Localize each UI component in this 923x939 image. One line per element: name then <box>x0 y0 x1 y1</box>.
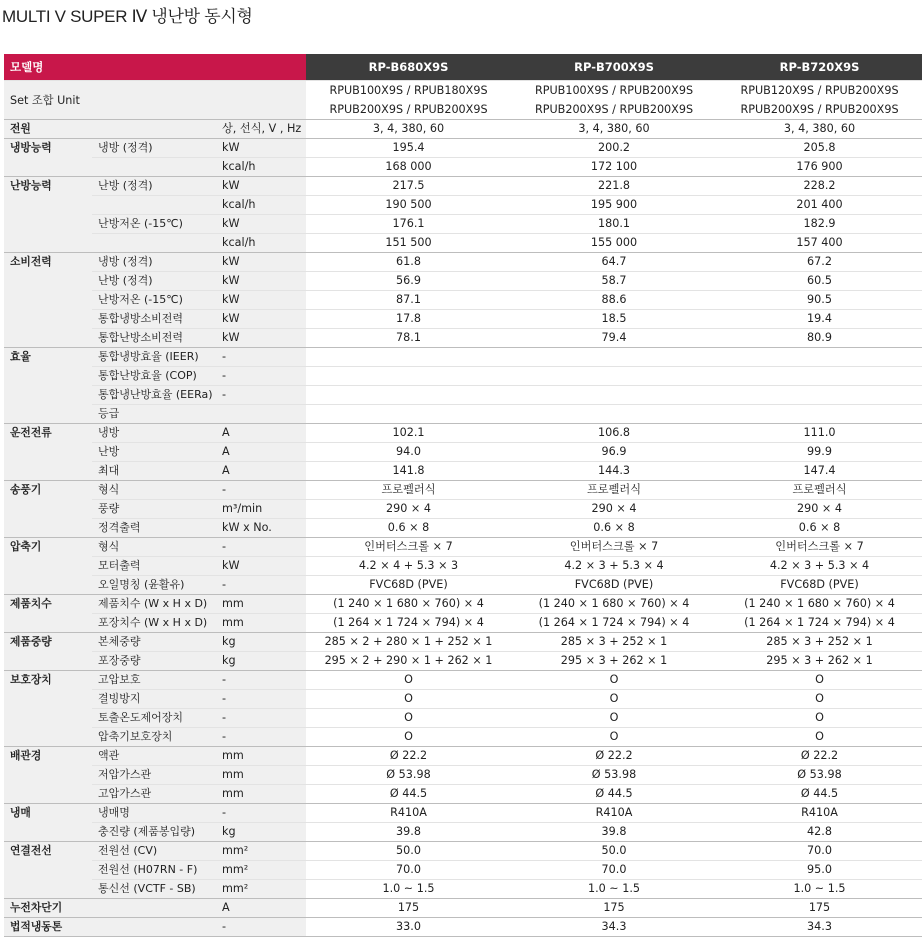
spec-row <box>4 272 922 291</box>
sub-label: 난방 <box>92 443 216 462</box>
value-cell: 157 400 <box>717 234 922 253</box>
value-cell: 176.1 <box>306 215 511 234</box>
value-cell: 106.8 <box>511 424 717 443</box>
value-cell: (1 240 × 1 680 × 760) × 4 <box>306 595 511 614</box>
unit-label: - <box>216 918 306 937</box>
group-label: 연결전선 <box>4 842 92 899</box>
value-cell: 195.4 <box>306 139 511 158</box>
value-cell <box>717 367 922 386</box>
spec-row <box>4 804 922 823</box>
value-cell: 42.8 <box>717 823 922 842</box>
value-cell: 78.1 <box>306 329 511 348</box>
sub-label: 냉방 (정격) <box>92 253 216 272</box>
value-cell: 290 × 4 <box>717 500 922 519</box>
unit-label: kW <box>216 253 306 272</box>
value-cell: 141.8 <box>306 462 511 481</box>
value-cell: 87.1 <box>306 291 511 310</box>
unit-label: kW <box>216 272 306 291</box>
value-cell: 1.0 ~ 1.5 <box>717 880 922 899</box>
unit-label: - <box>216 671 306 690</box>
sub-label: 풍량 <box>92 500 216 519</box>
value-cell: 34.3 <box>511 918 717 937</box>
group-label: 송풍기 <box>4 481 92 538</box>
value-cell: O <box>717 690 922 709</box>
value-cell: 144.3 <box>511 462 717 481</box>
value-cell: 17.8 <box>306 310 511 329</box>
value-cell: 33.0 <box>306 918 511 937</box>
model-header: RP-B720X9S <box>717 54 922 81</box>
group-label: 소비전력 <box>4 253 92 348</box>
value-cell: 3, 4, 380, 60 <box>511 120 717 139</box>
sub-label: 제품치수 (W x H x D) <box>92 595 216 614</box>
unit-label: mm² <box>216 842 306 861</box>
spec-table-body <box>4 54 922 937</box>
value-cell: Ø 53.98 <box>511 766 717 785</box>
value-cell: R410A <box>511 804 717 823</box>
value-cell: FVC68D (PVE) <box>717 576 922 595</box>
value-cell: 1.0 ~ 1.5 <box>306 880 511 899</box>
group-label: 난방능력 <box>4 177 92 253</box>
value-cell: 56.9 <box>306 272 511 291</box>
spec-row <box>4 785 922 804</box>
spec-row <box>4 671 922 690</box>
set-combo-cell <box>511 81 717 120</box>
spec-table <box>4 54 922 937</box>
value-cell: FVC68D (PVE) <box>511 576 717 595</box>
value-cell: 67.2 <box>717 253 922 272</box>
value-cell <box>511 367 717 386</box>
sub-label: 저압가스관 <box>92 766 216 785</box>
sub-label: 통신선 (VCTF - SB) <box>92 880 216 899</box>
value-cell: 151 500 <box>306 234 511 253</box>
unit-label: kW <box>216 139 306 158</box>
page-title: MULTI V SUPER Ⅳ 냉난방 동시형 <box>2 7 253 26</box>
value-cell: 4.2 × 3 + 5.3 × 4 <box>717 557 922 576</box>
value-cell: 70.0 <box>717 842 922 861</box>
value-cell <box>511 348 717 367</box>
unit-label: kW x No. <box>216 519 306 538</box>
group-label: 보호장치 <box>4 671 92 747</box>
spec-row <box>4 519 922 538</box>
sub-label: 포장치수 (W x H x D) <box>92 614 216 633</box>
value-cell: 180.1 <box>511 215 717 234</box>
sub-label: 난방 (정격) <box>92 177 216 196</box>
sub-label: 통합냉방소비전력 <box>92 310 216 329</box>
unit-label: mm <box>216 766 306 785</box>
value-cell <box>717 405 922 424</box>
unit-label: A <box>216 462 306 481</box>
sub-label: 냉매명 <box>92 804 216 823</box>
value-cell: 175 <box>511 899 717 918</box>
unit-label: kW <box>216 215 306 234</box>
value-cell: 60.5 <box>717 272 922 291</box>
spec-row <box>4 120 922 139</box>
group-label: 배관경 <box>4 747 92 804</box>
group-label: 압축기 <box>4 538 92 595</box>
unit-label: kg <box>216 823 306 842</box>
unit-label: kW <box>216 557 306 576</box>
value-cell: 프로펠러식 <box>511 481 717 500</box>
sub-label: 난방 (정격) <box>92 272 216 291</box>
spec-row <box>4 690 922 709</box>
model-header: RP-B700X9S <box>511 54 717 81</box>
sub-label: 고압보호 <box>92 671 216 690</box>
value-cell: O <box>717 728 922 747</box>
value-cell: 95.0 <box>717 861 922 880</box>
sub-label <box>92 899 216 918</box>
value-cell: 1.0 ~ 1.5 <box>511 880 717 899</box>
value-cell: 172 100 <box>511 158 717 177</box>
unit-label: kcal/h <box>216 196 306 215</box>
sub-label: 모터출력 <box>92 557 216 576</box>
group-label: 효율 <box>4 348 92 424</box>
value-cell: 295 × 3 + 262 × 1 <box>717 652 922 671</box>
set-combo-line: RPUB200X9S / RPUB200X9S <box>329 103 488 116</box>
value-cell: 285 × 2 + 280 × 1 + 252 × 1 <box>306 633 511 652</box>
spec-row <box>4 823 922 842</box>
sub-label: 결빙방지 <box>92 690 216 709</box>
sub-label: 토출온도제어장치 <box>92 709 216 728</box>
unit-label: - <box>216 348 306 367</box>
value-cell: Ø 53.98 <box>717 766 922 785</box>
unit-label: - <box>216 709 306 728</box>
spec-row <box>4 139 922 158</box>
value-cell: 111.0 <box>717 424 922 443</box>
value-cell: FVC68D (PVE) <box>306 576 511 595</box>
value-cell: 285 × 3 + 252 × 1 <box>511 633 717 652</box>
value-cell: 34.3 <box>717 918 922 937</box>
value-cell: R410A <box>717 804 922 823</box>
value-cell <box>511 386 717 405</box>
value-cell: 0.6 × 8 <box>306 519 511 538</box>
unit-label: kW <box>216 310 306 329</box>
value-cell: O <box>511 690 717 709</box>
spec-row <box>4 652 922 671</box>
value-cell: O <box>511 671 717 690</box>
value-cell: 285 × 3 + 252 × 1 <box>717 633 922 652</box>
value-cell: Ø 22.2 <box>306 747 511 766</box>
sub-label <box>92 120 216 139</box>
sub-label: 충진량 (제품봉입량) <box>92 823 216 842</box>
unit-label: A <box>216 424 306 443</box>
value-cell <box>717 386 922 405</box>
spec-row <box>4 462 922 481</box>
value-cell: 175 <box>306 899 511 918</box>
value-cell: Ø 44.5 <box>717 785 922 804</box>
value-cell: 90.5 <box>717 291 922 310</box>
unit-label: 상, 선식, V , Hz <box>216 120 306 139</box>
value-cell: 70.0 <box>511 861 717 880</box>
spec-row <box>4 880 922 899</box>
unit-label: - <box>216 804 306 823</box>
value-cell: O <box>306 690 511 709</box>
value-cell: 프로펠러식 <box>306 481 511 500</box>
value-cell: 인버터스크롤 × 7 <box>717 538 922 557</box>
value-cell: 79.4 <box>511 329 717 348</box>
sub-label: 냉방 (정격) <box>92 139 216 158</box>
value-cell: O <box>717 671 922 690</box>
unit-label: kW <box>216 177 306 196</box>
sub-label: 전원선 (H07RN - F) <box>92 861 216 880</box>
value-cell: 50.0 <box>306 842 511 861</box>
value-cell: 102.1 <box>306 424 511 443</box>
sub-label: 본체중량 <box>92 633 216 652</box>
value-cell <box>511 405 717 424</box>
value-cell: R410A <box>306 804 511 823</box>
unit-label <box>216 405 306 424</box>
value-cell: 176 900 <box>717 158 922 177</box>
value-cell <box>306 348 511 367</box>
group-label: 냉매 <box>4 804 92 842</box>
value-cell: 96.9 <box>511 443 717 462</box>
spec-row <box>4 861 922 880</box>
sub-label: 통합냉방효율 (IEER) <box>92 348 216 367</box>
spec-row <box>4 348 922 367</box>
spec-row <box>4 481 922 500</box>
unit-label: mm <box>216 595 306 614</box>
spec-row <box>4 557 922 576</box>
unit-label: mm <box>216 785 306 804</box>
spec-row <box>4 614 922 633</box>
unit-label: - <box>216 538 306 557</box>
header-row <box>4 54 922 81</box>
value-cell: 195 900 <box>511 196 717 215</box>
value-cell: 175 <box>717 899 922 918</box>
value-cell: 3, 4, 380, 60 <box>306 120 511 139</box>
value-cell: 205.8 <box>717 139 922 158</box>
value-cell: 인버터스크롤 × 7 <box>511 538 717 557</box>
unit-label: A <box>216 443 306 462</box>
unit-label: - <box>216 690 306 709</box>
value-cell: 인버터스크롤 × 7 <box>306 538 511 557</box>
group-label: 제품치수 <box>4 595 92 633</box>
value-cell: 147.4 <box>717 462 922 481</box>
spec-row <box>4 196 922 215</box>
group-label: 법적냉동톤 <box>4 918 92 937</box>
value-cell: 70.0 <box>306 861 511 880</box>
value-cell <box>306 386 511 405</box>
spec-row <box>4 386 922 405</box>
value-cell: 155 000 <box>511 234 717 253</box>
unit-label: kW <box>216 329 306 348</box>
sub-label <box>92 234 216 253</box>
value-cell: 64.7 <box>511 253 717 272</box>
spec-row <box>4 367 922 386</box>
value-cell: 0.6 × 8 <box>511 519 717 538</box>
value-cell: 4.2 × 3 + 5.3 × 4 <box>511 557 717 576</box>
value-cell: (1 264 × 1 724 × 794) × 4 <box>511 614 717 633</box>
value-cell: 39.8 <box>511 823 717 842</box>
value-cell: O <box>717 709 922 728</box>
value-cell <box>306 405 511 424</box>
set-combo-line: RPUB200X9S / RPUB200X9S <box>740 103 899 116</box>
value-cell: 39.8 <box>306 823 511 842</box>
set-combo-line: RPUB200X9S / RPUB200X9S <box>534 103 694 116</box>
unit-label: kW <box>216 291 306 310</box>
set-combo-cell <box>306 81 511 120</box>
unit-label: kcal/h <box>216 234 306 253</box>
sub-label: 냉방 <box>92 424 216 443</box>
value-cell: 168 000 <box>306 158 511 177</box>
value-cell: Ø 53.98 <box>306 766 511 785</box>
sub-label: 형식 <box>92 481 216 500</box>
unit-label: mm <box>216 747 306 766</box>
value-cell: 50.0 <box>511 842 717 861</box>
unit-label: m³/min <box>216 500 306 519</box>
value-cell: 217.5 <box>306 177 511 196</box>
spec-row <box>4 158 922 177</box>
unit-label: - <box>216 576 306 595</box>
spec-row <box>4 576 922 595</box>
group-label: 냉방능력 <box>4 139 92 177</box>
unit-label: - <box>216 728 306 747</box>
value-cell: 201 400 <box>717 196 922 215</box>
group-label: 운전전류 <box>4 424 92 481</box>
value-cell: 295 × 2 + 290 × 1 + 262 × 1 <box>306 652 511 671</box>
model-header: RP-B680X9S <box>306 54 511 81</box>
sub-label: 통합난방효율 (COP) <box>92 367 216 386</box>
spec-row <box>4 918 922 937</box>
value-cell: 19.4 <box>717 310 922 329</box>
unit-label: mm² <box>216 880 306 899</box>
sub-label: 형식 <box>92 538 216 557</box>
spec-row <box>4 215 922 234</box>
sub-label: 압축기보호장치 <box>92 728 216 747</box>
value-cell: (1 240 × 1 680 × 760) × 4 <box>717 595 922 614</box>
value-cell: (1 240 × 1 680 × 760) × 4 <box>511 595 717 614</box>
spec-row <box>4 747 922 766</box>
sub-label: 포장중량 <box>92 652 216 671</box>
value-cell: (1 264 × 1 724 × 794) × 4 <box>717 614 922 633</box>
sub-label: 난방저온 (-15℃) <box>92 291 216 310</box>
model-name-label: 모델명 <box>4 54 306 81</box>
value-cell: Ø 22.2 <box>717 747 922 766</box>
sub-label: 액관 <box>92 747 216 766</box>
value-cell: 295 × 3 + 262 × 1 <box>511 652 717 671</box>
sub-label <box>92 918 216 937</box>
set-combo-line: RPUB100X9S / RPUB180X9S <box>329 84 488 97</box>
value-cell: 58.7 <box>511 272 717 291</box>
value-cell: 99.9 <box>717 443 922 462</box>
value-cell: 94.0 <box>306 443 511 462</box>
value-cell: O <box>306 671 511 690</box>
set-combo-cell <box>717 81 922 120</box>
spec-row <box>4 842 922 861</box>
set-combo-line: RPUB100X9S / RPUB200X9S <box>534 84 694 97</box>
value-cell: O <box>511 709 717 728</box>
value-cell: 80.9 <box>717 329 922 348</box>
value-cell: 200.2 <box>511 139 717 158</box>
sub-label: 오일명칭 (윤활유) <box>92 576 216 595</box>
value-cell <box>717 348 922 367</box>
value-cell: O <box>306 728 511 747</box>
value-cell: Ø 44.5 <box>306 785 511 804</box>
spec-row <box>4 310 922 329</box>
spec-row <box>4 177 922 196</box>
value-cell: 228.2 <box>717 177 922 196</box>
value-cell: 프로펠러식 <box>717 481 922 500</box>
value-cell: 18.5 <box>511 310 717 329</box>
spec-row <box>4 234 922 253</box>
unit-label: - <box>216 386 306 405</box>
spec-row <box>4 329 922 348</box>
spec-row <box>4 500 922 519</box>
group-label: 누전차단기 <box>4 899 92 918</box>
unit-label: kg <box>216 652 306 671</box>
value-cell: 290 × 4 <box>511 500 717 519</box>
sub-label <box>92 196 216 215</box>
unit-label: kcal/h <box>216 158 306 177</box>
value-cell: 190 500 <box>306 196 511 215</box>
value-cell: 221.8 <box>511 177 717 196</box>
value-cell: 182.9 <box>717 215 922 234</box>
sub-label: 전원선 (CV) <box>92 842 216 861</box>
group-label: 전원 <box>4 120 92 139</box>
value-cell: 4.2 × 4 + 5.3 × 3 <box>306 557 511 576</box>
spec-row <box>4 766 922 785</box>
spec-row <box>4 728 922 747</box>
sub-label: 통합난방소비전력 <box>92 329 216 348</box>
set-combo-label: Set 조합 Unit <box>4 81 306 120</box>
sub-label: 등급 <box>92 405 216 424</box>
value-cell: 3, 4, 380, 60 <box>717 120 922 139</box>
unit-label: - <box>216 367 306 386</box>
spec-row <box>4 595 922 614</box>
sub-label <box>92 158 216 177</box>
unit-label: kg <box>216 633 306 652</box>
unit-label: mm² <box>216 861 306 880</box>
spec-row <box>4 291 922 310</box>
spec-row <box>4 405 922 424</box>
set-combo-row <box>4 81 922 120</box>
sub-label: 최대 <box>92 462 216 481</box>
value-cell: 0.6 × 8 <box>717 519 922 538</box>
set-combo-line: RPUB120X9S / RPUB200X9S <box>740 84 899 97</box>
value-cell: 290 × 4 <box>306 500 511 519</box>
spec-row <box>4 899 922 918</box>
spec-row <box>4 443 922 462</box>
value-cell: (1 264 × 1 724 × 794) × 4 <box>306 614 511 633</box>
sub-label: 고압가스관 <box>92 785 216 804</box>
spec-row <box>4 709 922 728</box>
value-cell: 61.8 <box>306 253 511 272</box>
spec-row <box>4 538 922 557</box>
spec-row <box>4 633 922 652</box>
unit-label: - <box>216 481 306 500</box>
spec-row <box>4 253 922 272</box>
value-cell: Ø 22.2 <box>511 747 717 766</box>
value-cell: Ø 44.5 <box>511 785 717 804</box>
sub-label: 난방저온 (-15℃) <box>92 215 216 234</box>
spec-row <box>4 424 922 443</box>
unit-label: mm <box>216 614 306 633</box>
value-cell: O <box>306 709 511 728</box>
value-cell: 88.6 <box>511 291 717 310</box>
group-label: 제품중량 <box>4 633 92 671</box>
value-cell <box>306 367 511 386</box>
sub-label: 통합냉난방효율 (EERa) <box>92 386 216 405</box>
value-cell: O <box>511 728 717 747</box>
unit-label: A <box>216 899 306 918</box>
sub-label: 정격출력 <box>92 519 216 538</box>
